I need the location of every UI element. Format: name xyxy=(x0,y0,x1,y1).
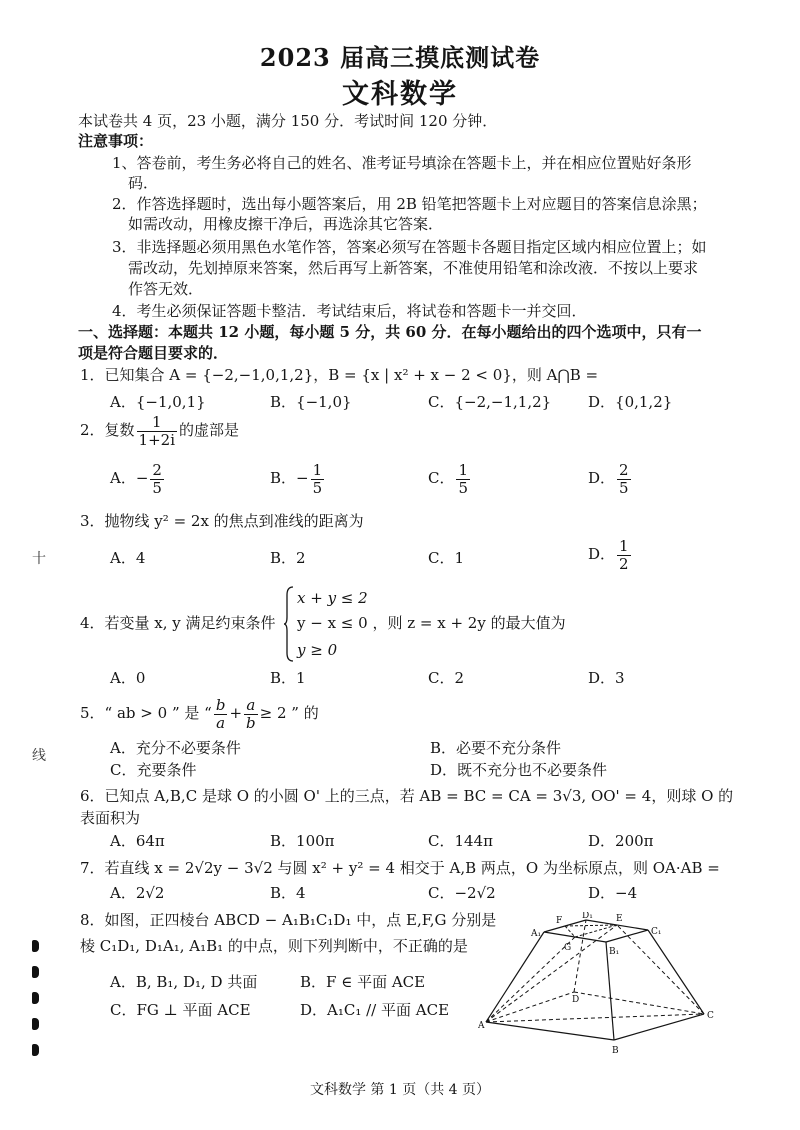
q5-frac-2 xyxy=(244,697,258,731)
binding-hole-mark xyxy=(32,992,39,1004)
notice-title: 注意事项： xyxy=(78,132,154,150)
q7-option-a: A．2√2 xyxy=(110,884,165,902)
q7-option-d: D．−4 xyxy=(588,884,638,902)
label-E: E xyxy=(616,914,623,924)
label-C1: C₁ xyxy=(651,927,662,937)
q2-option-a xyxy=(110,462,166,496)
notice-item: 2．作答选择题时，选出每小题答案后，用 2B 铅笔把答题卡上对应题目的答案信息涂黑； xyxy=(112,195,707,213)
q2-a-label: A． xyxy=(110,469,136,487)
question-3-stem: 3．抛物线 y² = 2x 的焦点到准线的距离为 xyxy=(80,512,364,530)
q2-b-frac xyxy=(311,462,325,496)
q4-option-a: A．0 xyxy=(110,669,146,687)
intro-line: 本试卷共 4 页，23 小题，满分 150 分．考试时间 120 分钟． xyxy=(78,112,498,130)
notice-item: 4．考生必须保证答题卡整洁．考试结束后，将试卷和答题卡一并交回． xyxy=(112,302,587,320)
q2-d-num: 2 xyxy=(619,461,629,479)
q1-option-c: C．{−2,−1,1,2} xyxy=(428,393,552,411)
q3-d-den: 2 xyxy=(619,554,629,573)
q4-constraint: y − x ≤ 0 ，则 z = x + 2y 的最大值为 xyxy=(297,614,566,632)
q2-c-num: 1 xyxy=(458,461,469,479)
q2-d-den: 5 xyxy=(619,478,629,497)
binding-hole-mark xyxy=(32,1018,39,1030)
q3-d-label: D． xyxy=(588,545,616,563)
q5-f1-den: a xyxy=(216,713,226,732)
q6-option-d: D．200π xyxy=(588,832,654,850)
q2-a-frac xyxy=(150,462,164,496)
q2-c-label: C． xyxy=(428,469,455,487)
q3-option-b: B．2 xyxy=(270,549,306,567)
q2-c-den: 5 xyxy=(458,478,469,497)
notice-item: 1、答卷前，考生务必将自己的姓名、准考证号填涂在答题卡上，并在相应位置贴好条形 xyxy=(112,154,692,172)
question-4-stem: 4．若变量 x, y 满足约束条件 xyxy=(80,614,276,632)
q7-option-b: B．4 xyxy=(270,884,306,902)
frustum-figure xyxy=(478,912,728,1060)
binding-mark: 十 xyxy=(32,551,46,567)
notice-item: 3．非选择题必须用黑色水笔作答，答案必须写在答题卡各题目指定区域内相应位置上；如 xyxy=(112,238,707,256)
q2-b-den: 5 xyxy=(312,478,323,497)
q2-stem-pre: 2．复数 xyxy=(80,421,135,439)
label-G: G xyxy=(564,943,572,953)
q8-option-b: B．F ∈ 平面 ACE xyxy=(300,973,426,991)
binding-mark: 线 xyxy=(32,748,46,764)
q2-fraction xyxy=(137,414,177,448)
q4-option-c: C．2 xyxy=(428,669,465,687)
label-D1: D₁ xyxy=(582,912,593,921)
label-F: F xyxy=(556,916,563,926)
q2-a-den: 5 xyxy=(152,478,162,497)
label-D: D xyxy=(572,995,580,1005)
q4-option-b: B．1 xyxy=(270,669,306,687)
q6-option-c: C．144π xyxy=(428,832,493,850)
page-footer: 文科数学 第 1 页（共 4 页） xyxy=(309,1082,491,1098)
q1-option-a: A．{−1,0,1} xyxy=(110,393,206,411)
q6-option-a: A．64π xyxy=(110,832,165,850)
label-C: C xyxy=(707,1011,714,1021)
q8-option-c: C．FG ⊥ 平面 ACE xyxy=(110,1001,251,1019)
q2-d-label: D． xyxy=(588,469,616,487)
q5-stem-post: ≥ 2 ” 的 xyxy=(259,704,319,722)
binding-hole-mark xyxy=(32,940,39,952)
q5-option-d: D．既不充分也不必要条件 xyxy=(430,761,608,779)
q5-frac-1 xyxy=(214,697,228,731)
q8-option-a: A．B, B₁, D₁, D 共面 xyxy=(110,973,258,991)
q3-d-num: 1 xyxy=(619,537,629,555)
label-A1: A₁ xyxy=(531,929,542,939)
question-7-stem: 7．若直线 x = 2√2y − 3√2 与圆 x² + y² = 4 相交于 A,B 两点，O 为坐标原点，则 OA·AB = xyxy=(80,859,720,877)
q2-den: 1+2i xyxy=(138,430,175,449)
q4-option-d: D．3 xyxy=(588,669,625,687)
question-6-stem: 6．已知点 A,B,C 是球 O 的小圆 O' 上的三点，若 AB = BC = CA = 3√3, OO' = 4，则球 O 的 xyxy=(80,787,734,805)
q2-option-b xyxy=(270,462,326,496)
q2-a-num: 2 xyxy=(152,461,162,479)
q2-c-frac xyxy=(456,462,470,496)
notice-item: 码． xyxy=(128,174,159,192)
q2-b-label: B． xyxy=(270,469,297,487)
q2-option-c xyxy=(428,462,472,496)
binding-hole-mark xyxy=(32,966,39,978)
q5-f1-num: b xyxy=(215,696,226,714)
q3-d-frac xyxy=(617,538,631,572)
q2-num: 1 xyxy=(137,414,177,432)
q3-option-c: C．1 xyxy=(428,549,465,567)
q2-b-num: 1 xyxy=(312,461,323,479)
q4-constraint: y ≥ 0 xyxy=(297,641,338,659)
q3-option-a: A．4 xyxy=(110,549,146,567)
q5-stem-pre: 5．“ ab > 0 ” 是 “ xyxy=(80,704,212,722)
question-1-stem: 1．已知集合 A = {−2,−1,0,1,2}，B = {x | x² + x − 2 < 0}，则 A⋂B = xyxy=(80,366,599,384)
q2-b-sign: − xyxy=(296,469,309,487)
q7-option-c: C．−2√2 xyxy=(428,884,496,902)
q2-d-frac xyxy=(617,462,631,496)
q2-a-sign: − xyxy=(135,469,149,487)
q1-option-d: D．{0,1,2} xyxy=(588,393,673,411)
notice-item: 如需改动，用橡皮擦干净后，再选涂其它答案． xyxy=(128,215,444,233)
q1-option-b: B．{−1,0} xyxy=(270,393,352,411)
q2-stem-post: 的虚部是 xyxy=(179,421,240,439)
q5-option-c: C．充要条件 xyxy=(110,761,197,779)
section-heading: 一、选择题：本题共 12 小题，每小题 5 分，共 60 分．在每小题给出的四个选项中，只有一 xyxy=(78,323,702,341)
label-B1: B₁ xyxy=(609,947,620,957)
label-B: B xyxy=(612,1046,619,1056)
section-heading: 项是符合题目要求的． xyxy=(78,344,229,362)
label-A: A xyxy=(478,1021,485,1031)
exam-title: 2023 届高三摸底测试卷 xyxy=(259,43,541,72)
q3-option-d xyxy=(588,538,633,572)
q5-option-b: B．必要不充分条件 xyxy=(430,739,562,757)
q8-option-d: D．A₁C₁ // 平面 ACE xyxy=(300,1001,450,1019)
question-6-stem-cont: 表面积为 xyxy=(80,809,141,827)
question-8-stem-cont: 棱 C₁D₁, D₁A₁, A₁B₁ 的中点，则下列判断中，不正确的是 xyxy=(80,937,468,955)
q5-f2-den: b xyxy=(246,713,256,732)
q6-option-b: B．100π xyxy=(270,832,335,850)
q5-option-a: A．充分不必要条件 xyxy=(110,739,241,757)
q4-constraint: x + y ≤ 2 xyxy=(297,589,368,607)
binding-hole-mark xyxy=(32,1044,39,1056)
question-5-stem xyxy=(80,697,319,731)
question-2-stem xyxy=(80,414,239,448)
q4-brace xyxy=(283,585,295,663)
notice-item: 需改动，先划掉原来答案，然后再写上新答案，不准使用铅笔和涂改液．不按以上要求 xyxy=(128,259,699,277)
q5-f2-num: a xyxy=(244,697,258,715)
q2-option-d xyxy=(588,462,633,496)
notice-item: 作答无效． xyxy=(128,280,204,298)
question-8-stem: 8．如图，正四棱台 ABCD − A₁B₁C₁D₁ 中，点 E,F,G 分别是 xyxy=(80,911,497,929)
q5-plus: + xyxy=(229,704,243,722)
exam-subject: 文科数学 xyxy=(342,79,458,110)
